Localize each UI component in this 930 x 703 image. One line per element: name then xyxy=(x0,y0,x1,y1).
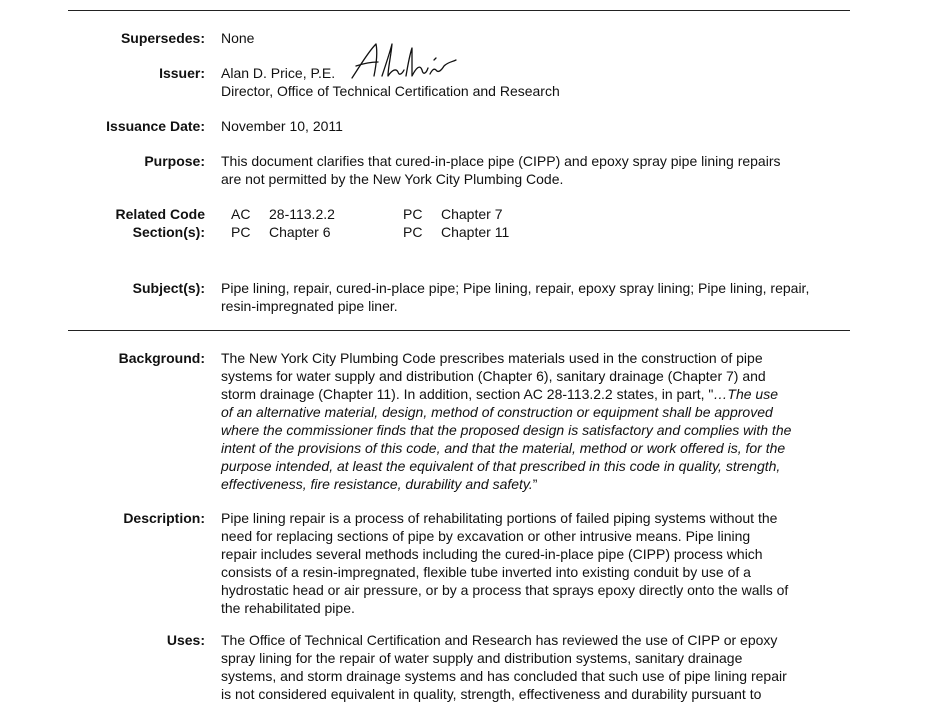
code-type: PC xyxy=(231,224,251,240)
code-section: 28-113.2.2 xyxy=(269,206,335,222)
uses-line: is not considered equivalent in quality, strength, effectiveness and durability pursuant to xyxy=(221,686,762,702)
background-quote-line: purpose intended, at least the equivalent of that prescribed in this code in quality, strength, xyxy=(221,458,781,474)
purpose-line: This document clarifies that cured-in-place pipe (CIPP) and epoxy spray pipe lining repairs xyxy=(221,153,781,169)
description-label: Description: xyxy=(123,510,205,526)
background-quote-line: intent of the provisions of this code, and that the material, method or work offered is, for the xyxy=(221,440,786,456)
background-label: Background: xyxy=(118,350,205,366)
issuer-name: Alan D. Price, P.E. xyxy=(221,65,336,81)
background-line: The New York City Plumbing Code prescribes materials used in the construction of pipe xyxy=(221,350,763,366)
related-code-label-line1: Related Code xyxy=(115,206,205,222)
background-text xyxy=(221,349,846,493)
code-type: PC xyxy=(403,206,423,222)
subjects-text xyxy=(221,279,846,315)
issuer-signature xyxy=(346,40,458,84)
background-line xyxy=(221,475,846,493)
background-quote-start: …The use xyxy=(713,386,778,402)
related-code-label xyxy=(116,205,205,241)
issuer-label: Issuer: xyxy=(159,65,205,81)
supersedes-value: None xyxy=(221,30,255,46)
uses-line: spray lining for the repair of water supply and distribution systems, sanitary drainage xyxy=(221,650,743,666)
subjects-label: Subject(s): xyxy=(132,280,205,296)
section-divider xyxy=(68,330,850,331)
background-quote-line: of an alternative material, design, method of construction or equipment shall be approved xyxy=(221,404,773,420)
description-line: Pipe lining repair is a process of rehabilitating portions of failed piping systems without the xyxy=(221,510,778,526)
description-line: hydrostatic head or air pressure, or by a process that sprays epoxy directly onto the walls of xyxy=(221,582,789,598)
issuer-title: Director, Office of Technical Certification and Research xyxy=(221,83,560,99)
description-line: consists of a resin-impregnated, flexible tube inverted into existing conduit by use of a xyxy=(221,564,751,580)
description-text xyxy=(221,509,846,617)
code-section: Chapter 11 xyxy=(441,224,510,240)
purpose-line: are not permitted by the New York City Plumbing Code. xyxy=(221,171,564,187)
issuance-date-label: Issuance Date: xyxy=(106,118,205,134)
background-line xyxy=(221,385,846,403)
issuer-block xyxy=(221,64,846,100)
background-quote-end: effectiveness, fire resistance, durability and safety. xyxy=(221,476,533,492)
subjects-line: Pipe lining, repair, cured-in-place pipe; Pipe lining, repair, epoxy spray lining; Pipe lining, repair, xyxy=(221,280,810,296)
purpose-label: Purpose: xyxy=(144,153,205,169)
top-rule xyxy=(68,10,850,11)
purpose-text xyxy=(221,152,846,188)
background-line-text: storm drainage (Chapter 11). In addition, section AC 28-113.2.2 states, in part, " xyxy=(221,386,714,402)
related-code-label-line2: Section(s): xyxy=(132,224,205,240)
uses-line: The Office of Technical Certification and Research has reviewed the use of CIPP or epoxy xyxy=(221,632,778,648)
background-line: systems for water supply and distribution (Chapter 6), sanitary drainage (Chapter 7) and xyxy=(221,368,766,384)
background-close-quote: ” xyxy=(532,476,538,492)
code-section: Chapter 6 xyxy=(269,224,331,240)
supersedes-label: Supersedes: xyxy=(120,30,205,46)
description-line: repair includes several methods including the cured-in-place pipe (CIPP) process which xyxy=(221,546,763,562)
code-type: PC xyxy=(403,224,423,240)
background-quote-line: where the commissioner finds that the proposed design is satisfactory and complies with the xyxy=(221,422,792,438)
subjects-line: resin-impregnated pipe liner. xyxy=(221,298,398,314)
uses-line: systems, and storm drainage systems and has concluded that such use of pipe lining repair xyxy=(221,668,787,684)
code-type: AC xyxy=(231,206,251,222)
code-section: Chapter 7 xyxy=(441,206,503,222)
issuance-date-value: November 10, 2011 xyxy=(221,118,343,134)
description-line: the rehabilitated pipe. xyxy=(221,600,355,616)
description-line: need for replacing sections of pipe by excavation or other intrusive means. Pipe lining xyxy=(221,528,751,544)
uses-text xyxy=(221,631,846,703)
uses-label: Uses: xyxy=(166,632,205,648)
